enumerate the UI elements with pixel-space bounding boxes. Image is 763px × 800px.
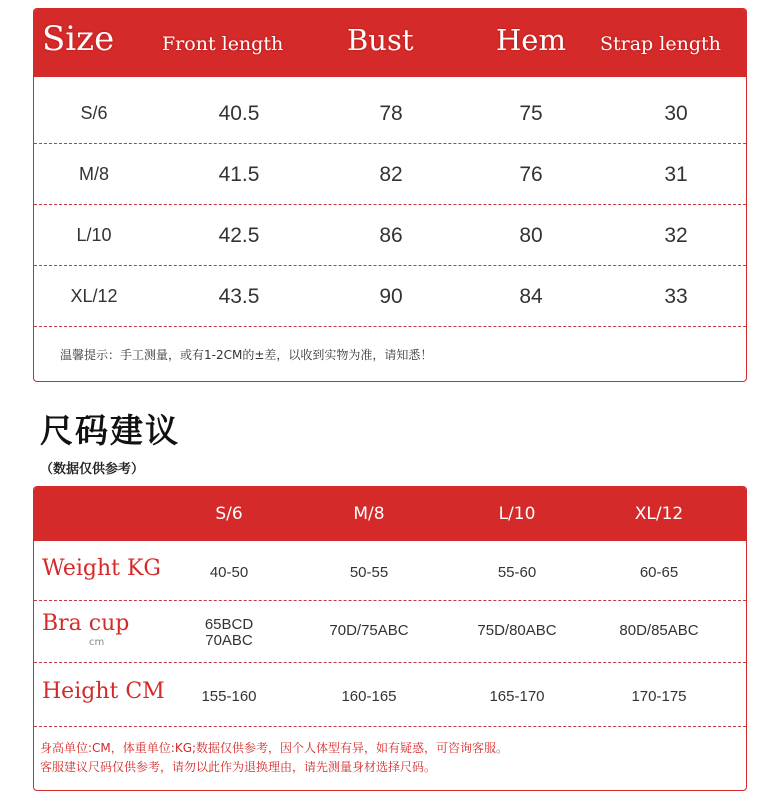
front-length-cell: 40.5	[218, 102, 260, 125]
section-subtitle: （数据仅供参考）	[40, 462, 145, 477]
header-size: Size	[42, 19, 115, 59]
weight-m8: 50-55	[349, 564, 389, 581]
bust-cell: 82	[379, 163, 403, 186]
size-recommendation-table	[33, 486, 747, 791]
bra-cup-s6: 65BCD 70ABC	[204, 616, 254, 649]
weight-label: Weight KG	[42, 556, 161, 581]
header-hem: Hem	[496, 23, 566, 57]
front-length-cell: 42.5	[218, 224, 260, 247]
header-xl12: XL/12	[634, 504, 684, 524]
front-length-cell: 43.5	[218, 285, 260, 308]
size-chart-header	[34, 9, 746, 77]
height-label: Height CM	[42, 679, 165, 704]
hem-cell: 76	[519, 163, 543, 186]
front-length-cell: 41.5	[218, 163, 260, 186]
weight-l10: 55-60	[497, 564, 537, 581]
strap-length-cell: 31	[664, 163, 688, 186]
bust-cell: 90	[379, 285, 403, 308]
recommendation-header	[34, 487, 746, 541]
table-row	[34, 601, 746, 663]
bra-cup-m8: 70D/75ABC	[329, 622, 409, 639]
bra-cup-xl12: 80D/85ABC	[619, 622, 699, 639]
table-row	[34, 83, 746, 144]
bust-cell: 78	[379, 102, 403, 125]
header-front-length: Front length	[162, 33, 284, 55]
weight-s6: 40-50	[209, 564, 249, 581]
strap-length-cell: 33	[664, 285, 688, 308]
table-row	[34, 266, 746, 327]
disclaimer-note: 客服建议尺码仅供参考，请勿以此作为退换理由，请先测量身材选择尺码。	[40, 760, 437, 774]
bra-cup-l10: 75D/80ABC	[477, 622, 557, 639]
size-chart-table	[33, 8, 747, 382]
unit-note: 身高单位:CM，体重单位:KG;数据仅供参考，因个人体型有异，如有疑惑，可咨询客服。	[40, 741, 509, 755]
section-title: 尺码建议	[40, 411, 180, 450]
header-m8: M/8	[353, 504, 385, 524]
height-l10: 165-170	[489, 688, 545, 705]
header-s6: S/6	[215, 504, 243, 524]
bra-cup-label: Bra cup	[42, 611, 130, 636]
size-cell: L/10	[76, 225, 112, 245]
strap-length-cell: 30	[664, 102, 688, 125]
hem-cell: 84	[519, 285, 543, 308]
header-bust: Bust	[347, 23, 414, 57]
measurement-note: 温馨提示：手工测量，或有1-2CM的±差，以收到实物为准，请知悉！	[60, 348, 433, 362]
table-row	[34, 144, 746, 205]
height-s6: 155-160	[201, 688, 257, 705]
size-cell: S/6	[80, 103, 108, 123]
hem-cell: 80	[519, 224, 543, 247]
table-row	[34, 541, 746, 601]
bra-cup-unit: cm	[89, 637, 105, 648]
size-cell: XL/12	[70, 286, 118, 306]
header-strap-length: Strap length	[600, 33, 721, 55]
weight-xl12: 60-65	[639, 564, 679, 581]
bust-cell: 86	[379, 224, 403, 247]
hem-cell: 75	[519, 102, 543, 125]
height-m8: 160-165	[341, 688, 397, 705]
size-cell: M/8	[78, 164, 109, 184]
table-row	[34, 663, 746, 727]
strap-length-cell: 32	[664, 224, 688, 247]
table-row	[34, 205, 746, 266]
height-xl12: 170-175	[631, 688, 687, 705]
header-l10: L/10	[498, 504, 536, 524]
